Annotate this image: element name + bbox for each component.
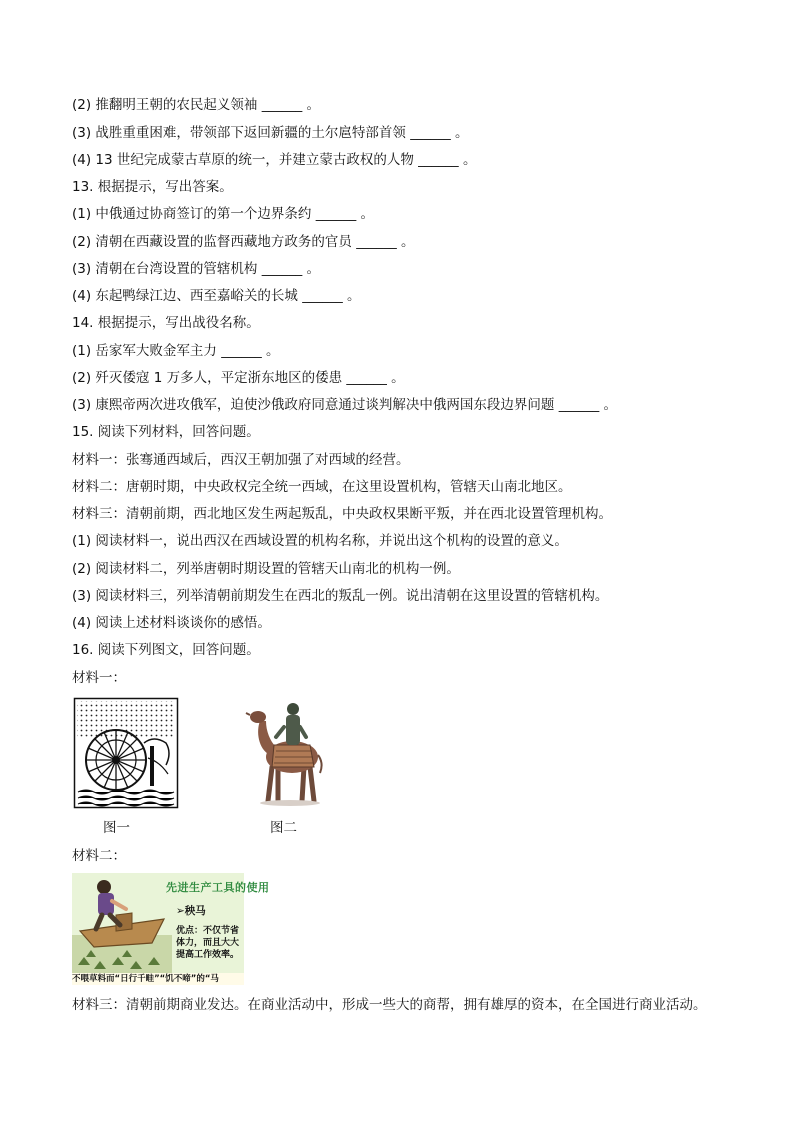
poster-description: 优点：不仅节省体力，而且大大提高工作效率。 [176,926,240,960]
poster-footer: 不喂草料而“日行千畦”“饥不啼”的“马 [72,973,244,985]
material-1-text: 材料一：张骞通西域后，西汉王朝加强了对西域的经营。 [72,452,410,468]
question-13-stem: 13. 根据提示，写出答案。 [72,179,233,195]
question-14-stem: 14. 根据提示，写出战役名称。 [72,315,260,331]
question-12-3: (3) 战胜重重困难，带领部下返回新疆的土尔扈特部首领 ______ 。 [72,125,469,141]
question-15-2: (2) 阅读材料二，列举唐朝时期设置的管辖天山南北的机构一例。 [72,561,460,577]
question-14-3: (3) 康熙帝两次进攻俄军，迫使沙俄政府同意通过谈判解决中俄两国东段边界问题 ______ 。 [72,397,617,413]
question-12-2: (2) 推翻明王朝的农民起义领袖 ______ 。 [72,97,320,113]
question-15-4: (4) 阅读上述材料谈谈你的感悟。 [72,615,271,631]
question-12-4: (4) 13 世纪完成蒙古草原的统一，并建立蒙古政权的人物 ______ 。 [72,152,477,168]
question-13-2: (2) 清朝在西藏设置的监督西藏地方政务的官员 ______ 。 [72,234,415,250]
material-3-paragraph: 材料三：清朝前期商业发达。在商业活动中，形成一些大的商帮，拥有雄厚的资本，在全国进行商业活动。 [72,997,707,1013]
yangma-poster [72,873,270,985]
question-15-stem: 15. 阅读下列材料，回答问题。 [72,424,260,440]
poster-item: ➢秧马 [176,905,206,917]
question-14-2: (2) 歼灭倭寇 1 万多人，平定浙东地区的倭患 ______ 。 [72,370,405,386]
material-2-label: 材料二： [72,848,126,864]
material-2-text: 材料二：唐朝时期，中央政权完全统一西域，在这里设置机构，管辖天山南北地区。 [72,479,572,495]
question-13-1: (1) 中俄通过协商签订的第一个边界条约 ______ 。 [72,206,374,222]
question-16-stem: 16. 阅读下列图文，回答问题。 [72,642,260,658]
question-13-3: (3) 清朝在台湾设置的管辖机构 ______ 。 [72,261,320,277]
material-1-label: 材料一： [72,670,126,686]
question-15-1: (1) 阅读材料一，说出西汉在西域设置的机构名称，并说出这个机构的设置的意义。 [72,533,568,549]
figure-1-caption: 图一 [103,820,130,836]
question-15-3: (3) 阅读材料三，列举清朝前期发生在西北的叛乱一例。说出清朝在这里设置的管辖机构。 [72,588,609,604]
camel-figurine-image [244,697,328,809]
waterwheel-illustration [74,698,178,808]
poster-title: 先进生产工具的使用 [166,881,270,894]
figure-2-caption: 图二 [270,820,297,836]
material-3-text: 材料三：清朝前期，西北地区发生两起叛乱，中央政权果断平叛，并在西北设置管理机构。 [72,506,612,522]
question-14-1: (1) 岳家军大败金军主力 ______ 。 [72,343,280,359]
question-13-4: (4) 东起鸭绿江边、西至嘉峪关的长城 ______ 。 [72,288,361,304]
